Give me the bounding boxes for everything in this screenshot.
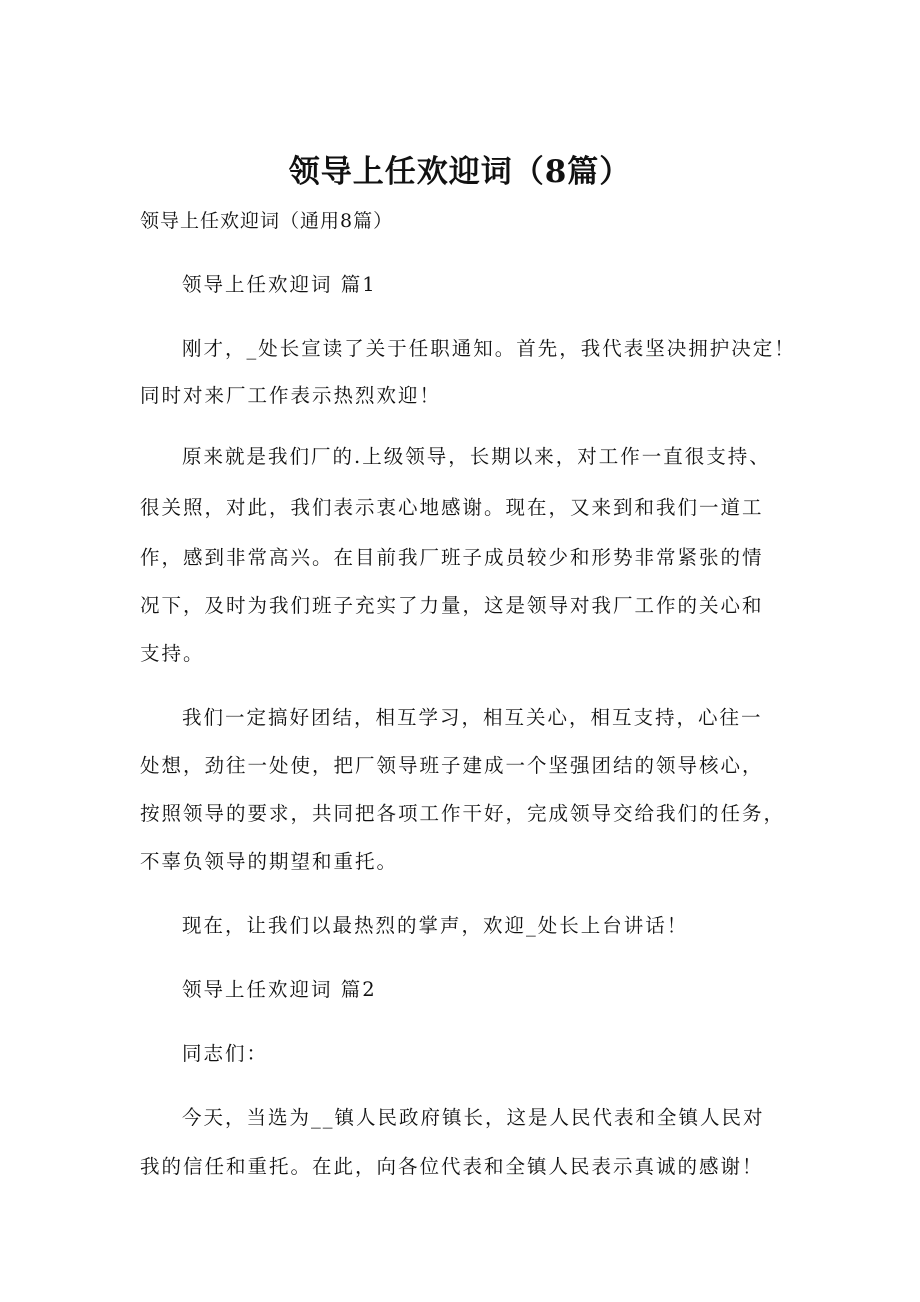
paragraph-line: 今天，当选为__镇人民政府镇长，这是人民代表和全镇人民对 (182, 1106, 765, 1129)
paragraph-line: 我们一定搞好团结，相互学习，相互关心，相互支持，心往一 (182, 706, 763, 729)
paragraph-line: 按照领导的要求，共同把各项工作干好，完成领导交给我们的任务， (140, 802, 786, 825)
document-subtitle: 领导上任欢迎词（通用8篇） (140, 210, 394, 232)
paragraph-line: 我的信任和重托。在此，向各位代表和全镇人民表示真诚的感谢！ (140, 1155, 764, 1178)
paragraph-line: 作，感到非常高兴。在目前我厂班子成员较少和形势非常紧张的情 (140, 546, 764, 569)
paragraph-line: 很关照，对此，我们表示衷心地感谢。现在，又来到和我们一道工 (140, 496, 764, 519)
paragraph-line: 原来就是我们厂的.上级领导，长期以来，对工作一直很支持、 (182, 445, 771, 468)
paragraph-line: 处想，劲往一处使，把厂领导班子建成一个坚强团结的领导核心， (140, 754, 764, 777)
page-title: 领导上任欢迎词（8篇） (288, 154, 632, 190)
section-heading-1: 领导上任欢迎词 篇1 (182, 273, 377, 296)
section-heading-2: 领导上任欢迎词 篇2 (182, 978, 377, 1001)
paragraph-line: 现在，让我们以最热烈的掌声，欢迎_处长上台讲话！ (182, 914, 689, 937)
paragraph-line: 同志们： (182, 1042, 269, 1065)
paragraph-line: 同时对来厂工作表示热烈欢迎！ (140, 384, 442, 407)
paragraph-line: 支持。 (140, 642, 205, 665)
paragraph-line: 况下，及时为我们班子充实了力量，这是领导对我厂工作的关心和 (140, 594, 764, 617)
paragraph-line: 不辜负领导的期望和重托。 (140, 850, 399, 873)
paragraph-line: 刚才，_处长宣读了关于任职通知。首先，我代表坚决拥护决定！ (182, 337, 796, 360)
